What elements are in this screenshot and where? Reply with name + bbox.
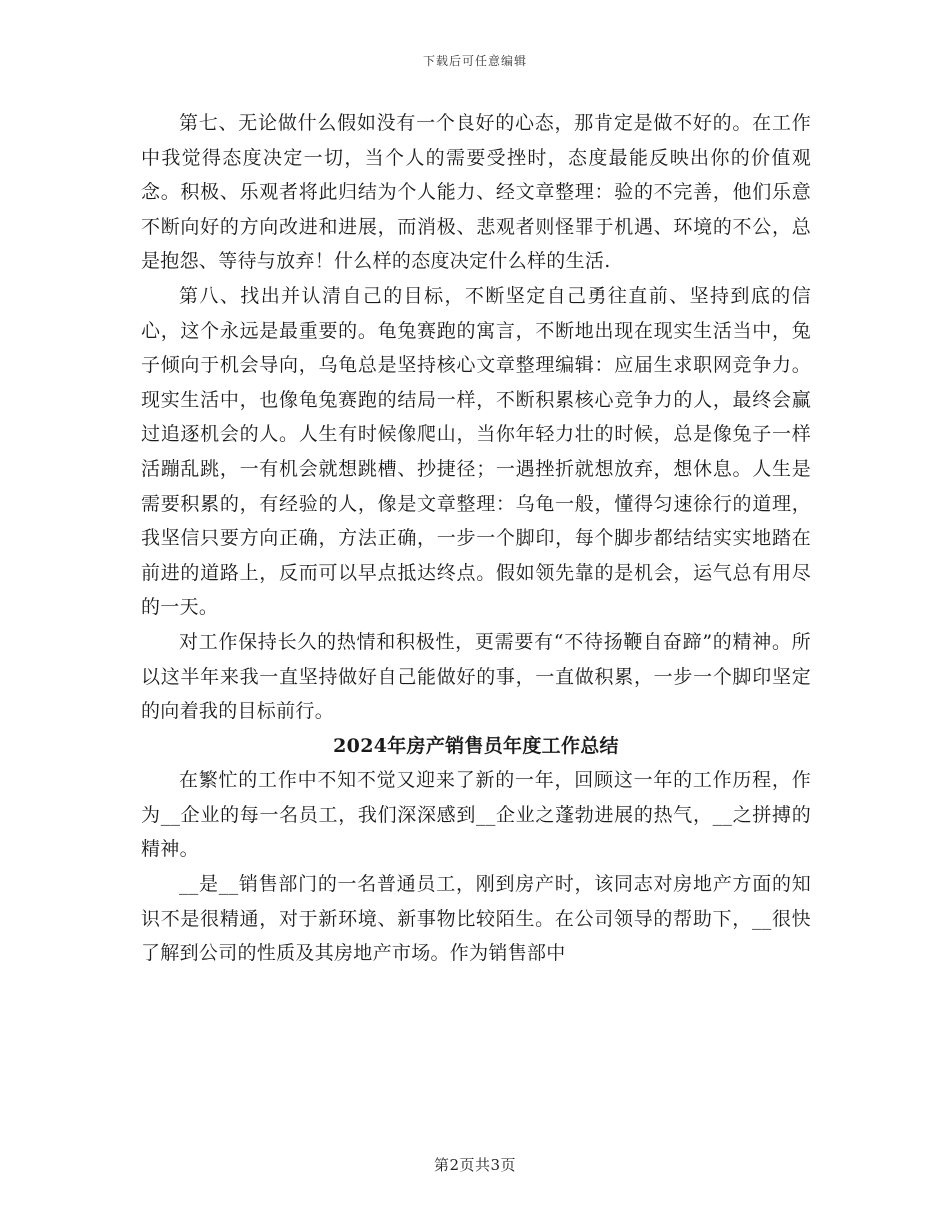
paragraph-seventh: 第七、无论做什么假如没有一个良好的心态，那肯定是做不好的。在工作中我觉得态度决定一切，当个人的需要受挫时，态度最能反映出你的价值观念。积极、乐观者将此归结为个人能力、经文章整理：验的不完善，他们乐意不断向好的方向改进和进展，而消极、悲观者则怪罪于机遇、环境的不公，总是抱怨、等待与放弃！什么样的态度决定什么样的生活. — [141, 112, 811, 273]
page-header: 下载后可任意编辑 — [422, 54, 527, 68]
paragraph-intro: 在繁忙的工作中不知不觉又迎来了新的一年，回顾这一年的工作历程，作为__企业的每一名员工，我们深深感到__企业之蓬勃进展的热气，__之拼搏的精神。 — [141, 769, 811, 861]
page-number: 第2页共3页 — [433, 1156, 517, 1174]
paragraph-enthusiasm: 对工作保持长久的热情和积极性，更需要有“不待扬鞭自奋蹄”的精神。所以这半年来我一直坚持做好自己能做好的事，一直做积累，一步一个脚印坚定的向着我的目标前行。 — [141, 630, 811, 723]
section-title: 2024年房产销售员年度工作总结 — [333, 734, 619, 757]
paragraph-eighth: 第八、找出并认清自己的目标，不断坚定自己勇往直前、坚持到底的信心，这个永远是最重要的。龟兔赛跑的寓言，不断地出现在现实生活当中，兔子倾向于机会导向，乌龟总是坚持核心文章整理编辑：应届生求职网竞争力。现实生活中，也像龟兔赛跑的结局一样，不断积累核心竞争力的人，最终会赢过追逐机会的人。人生有时候像爬山，当你年轻力壮的时候，总是像兔子一样活蹦乱跳，一有机会就想跳槽、抄捷径；一遇挫折就想放弃，想休息。人生是需要积累的，有经验的人，像是文章整理：乌龟一般，懂得匀速徐行的道理，我坚信只要方向正确，方法正确，一步一个脚印，每个脚步都结结实实地踏在前进的道路上，反而可以早点抵达终点。假如领先靠的是机会，运气总有用尽的一天。 — [141, 284, 811, 619]
paragraph-employee: __是__销售部门的一名普通员工，刚到房产时，该同志对房地产方面的知识不是很精通，对于新环境、新事物比较陌生。在公司领导的帮助下，__很快了解到公司的性质及其房地产市场。作为销售部中 — [141, 873, 811, 965]
document-body — [141, 106, 811, 971]
